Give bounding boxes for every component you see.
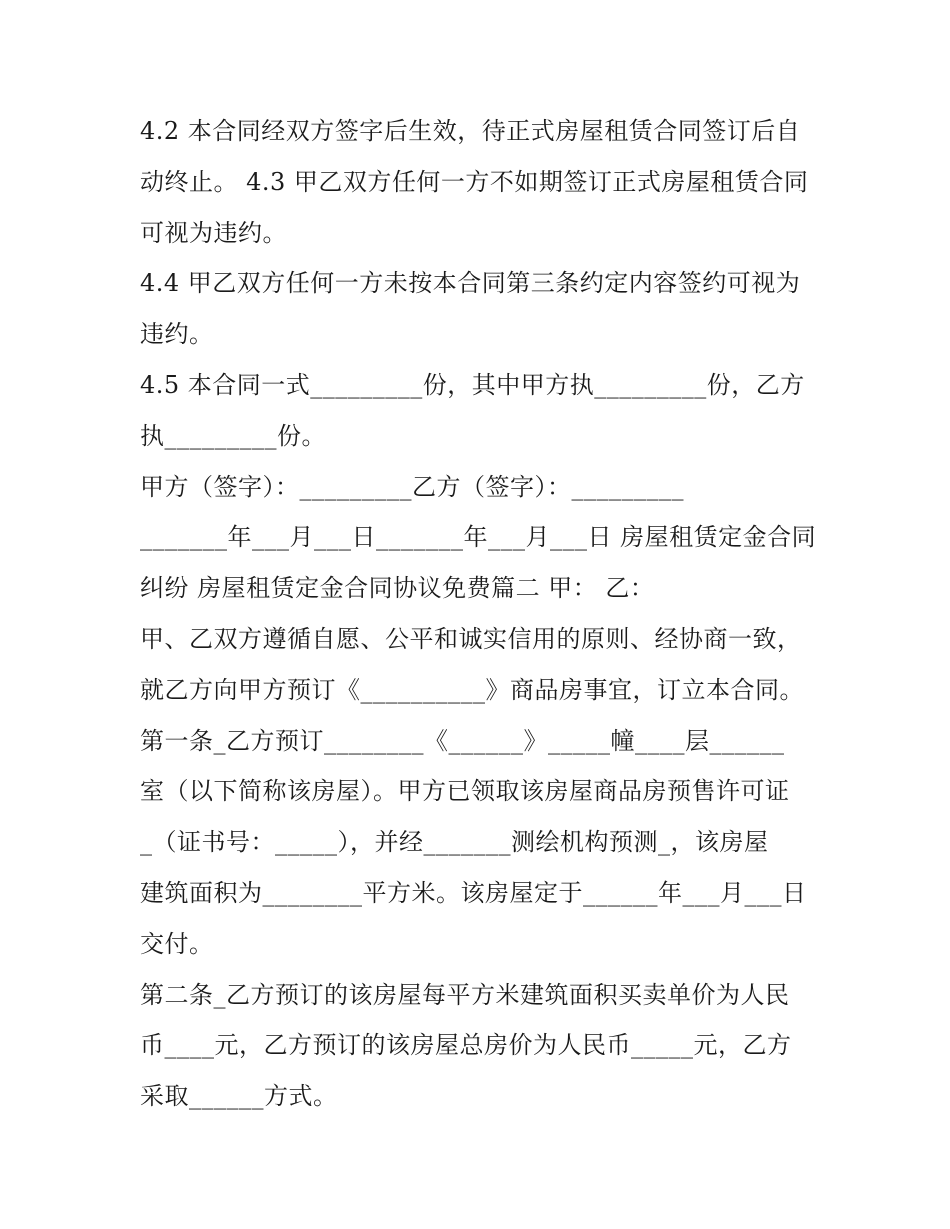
text-line: 纠纷 房屋租赁定金合同协议免费篇二 甲： 乙： <box>140 574 655 603</box>
text-line: 4.2 本合同经双方签字后生效，待正式房屋租赁合同签订后自 <box>140 117 801 145</box>
text-line: 采取______方式。 <box>140 1082 338 1111</box>
contract-text <box>140 106 830 1122</box>
date-line: _______年___月___日_______年___月___日 房屋租赁定金合同 <box>140 523 817 552</box>
text-line: 建筑面积为________平方米。该房屋定于______年___月___日 <box>140 878 807 907</box>
text-line: 就乙方向甲方预订《__________》商品房事宜，订立本合同。 <box>140 675 804 704</box>
text-line: 甲、乙双方遵循自愿、公平和诚实信用的原则、经协商一致， <box>140 624 802 653</box>
text-line: 执_________份。 <box>140 421 326 450</box>
text-line: 交付。 <box>140 929 214 958</box>
text-line: 4.5 本合同一式_________份，其中甲方执_________份，乙方 <box>140 370 805 399</box>
text-line: 第一条_乙方预订________《______》_____幢____层______ <box>140 726 785 755</box>
text-line: _（证书号：_____），并经_______测绘机构预测_，该房屋 <box>140 828 769 857</box>
text-line: 室（以下简称该房屋）。甲方已领取该房屋商品房预售许可证 <box>140 777 790 806</box>
text-line: 第二条_乙方预订的该房屋每平方米建筑面积买卖单价为人民 <box>140 980 790 1009</box>
text-line: 币____元，乙方预订的该房屋总房价为人民币_____元，乙方 <box>140 1031 792 1060</box>
text-line: 违约。 <box>140 320 214 349</box>
text-line: 动终止。 4.3 甲乙双方任何一方不如期签订正式房屋租赁合同 <box>140 167 809 196</box>
signature-line: 甲方（签字）：_________乙方（签字）：_________ <box>140 472 684 501</box>
text-line: 可视为违约。 <box>140 218 287 247</box>
text-line: 4.4 甲乙双方任何一方未按本合同第三条约定内容签约可视为 <box>140 269 801 298</box>
